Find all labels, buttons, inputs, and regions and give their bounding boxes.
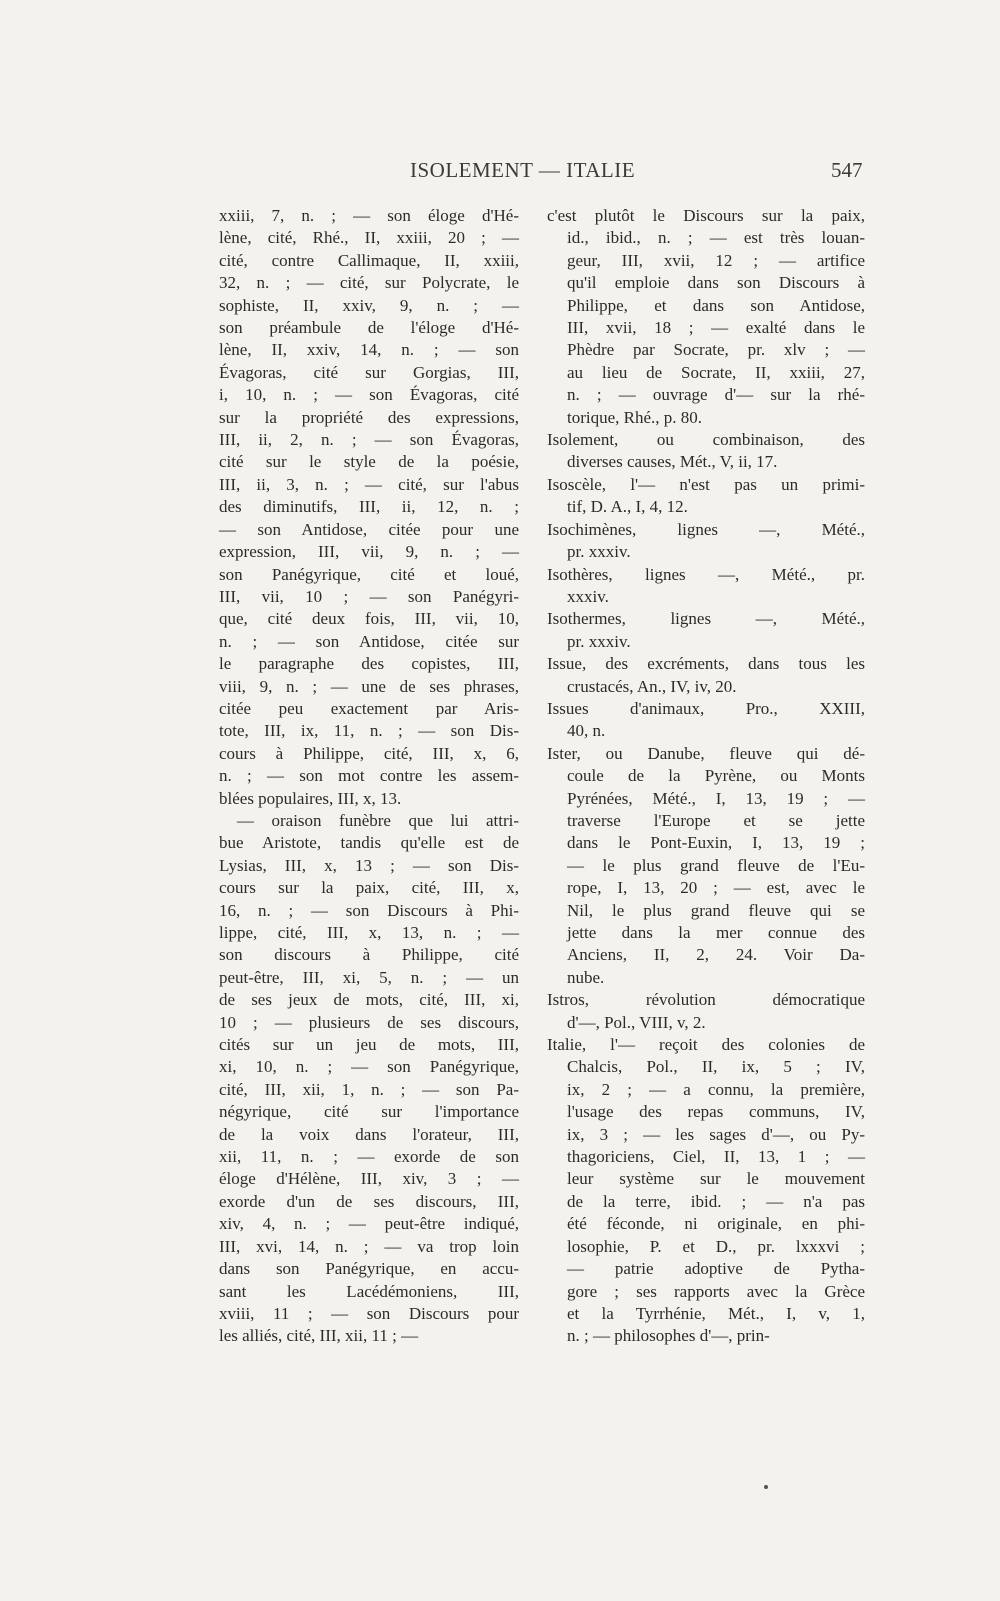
index-line: dans le Pont-Euxin, I, 13, 19 ; xyxy=(567,833,865,853)
index-line: au lieu de Socrate, II, xxiii, 27, xyxy=(567,362,865,382)
index-line: peut-être, III, xi, 5, n. ; — un xyxy=(219,967,519,987)
index-line: id., ibid., n. ; — est très louan- xyxy=(567,228,865,248)
index-line: pr. xxxiv. xyxy=(567,542,631,562)
index-line: exorde d'un de ses discours, III, xyxy=(219,1191,519,1211)
index-line: ix, 3 ; — les sages d'—, ou Py- xyxy=(567,1124,865,1144)
index-line: Istros, révolution démocratique xyxy=(547,990,865,1010)
index-line: — patrie adoptive de Pytha- xyxy=(567,1259,865,1279)
index-line: — le plus grand fleuve de l'Eu- xyxy=(567,855,865,875)
index-line: geur, III, xvii, 12 ; — artifice xyxy=(567,250,865,270)
index-line: viii, 9, n. ; — une de ses phrases, xyxy=(219,676,519,696)
index-line: Phèdre par Socrate, pr. xlv ; — xyxy=(567,340,865,360)
index-line: Philippe, et dans son Antidose, xyxy=(567,295,865,315)
index-line: et la Tyrrhénie, Mét., I, v, 1, xyxy=(567,1303,865,1323)
index-line: tote, III, ix, 11, n. ; — son Dis- xyxy=(219,721,519,741)
index-line: crustacés, An., IV, iv, 20. xyxy=(567,676,737,696)
index-line: les alliés, cité, III, xii, 11 ; — xyxy=(219,1326,419,1346)
index-line: bue Aristote, tandis qu'elle est de xyxy=(219,833,519,853)
index-line: Isothermes, lignes —, Mété., xyxy=(547,609,865,629)
index-line: nube. xyxy=(567,967,605,987)
index-line: traverse l'Europe et se jette xyxy=(567,810,865,830)
right-index-column xyxy=(547,205,865,1348)
index-line: n. ; — son mot contre les assem- xyxy=(219,766,519,786)
index-line: son discours à Philippe, cité xyxy=(219,945,519,965)
index-line: Issue, des excréments, dans tous les xyxy=(547,654,865,674)
index-line: III, ii, 3, n. ; — cité, sur l'abus xyxy=(219,474,519,494)
index-line: Italie, l'— reçoit des colonies de xyxy=(547,1035,865,1055)
index-line: — son Antidose, citée pour une xyxy=(219,519,519,539)
index-line: de ses jeux de mots, cité, III, xi, xyxy=(219,990,519,1010)
index-line: que, cité deux fois, III, vii, 10, xyxy=(219,609,519,629)
index-line: Isothères, lignes —, Mété., pr. xyxy=(547,564,865,584)
index-line: cours à Philippe, cité, III, x, 6, xyxy=(219,743,519,763)
index-line: son préambule de l'éloge d'Hé- xyxy=(219,318,519,338)
index-line: pr. xxxiv. xyxy=(567,631,631,651)
index-line: 40, n. xyxy=(567,721,606,741)
index-line: n. ; — ouvrage d'— sur la rhé- xyxy=(567,385,865,405)
index-line: i, 10, n. ; — son Évagoras, cité xyxy=(219,385,519,405)
index-line: Anciens, II, 2, 24. Voir Da- xyxy=(567,945,865,965)
index-line: xi, 10, n. ; — son Panégyrique, xyxy=(219,1057,519,1077)
index-line: n. ; — son Antidose, citée sur xyxy=(219,631,519,651)
index-line: torique, Rhé., p. 80. xyxy=(567,407,703,427)
index-line: lippe, cité, III, x, 13, n. ; — xyxy=(219,923,519,942)
index-line: négyrique, cité sur l'importance xyxy=(219,1102,519,1122)
index-line: xxiii, 7, n. ; — son éloge d'Hé- xyxy=(219,206,519,225)
index-line: 16, n. ; — son Discours à Phi- xyxy=(219,900,519,920)
index-line: citée peu exactement par Aris- xyxy=(219,698,519,718)
index-line: Issues d'animaux, Pro., XXIII, xyxy=(547,698,865,718)
index-line: III, vii, 10 ; — son Panégyri- xyxy=(219,586,519,606)
index-line: III, xvi, 14, n. ; — va trop loin xyxy=(219,1236,519,1256)
index-line: rope, I, 13, 20 ; — est, avec le xyxy=(567,878,865,898)
index-line: losophie, P. et D., pr. lxxxvi ; xyxy=(567,1236,865,1256)
index-line: diverses causes, Mét., V, ii, 17. xyxy=(567,452,778,472)
index-line: ix, 2 ; — a connu, la première, xyxy=(567,1079,865,1099)
index-line: des diminutifs, III, ii, 12, n. ; xyxy=(219,497,519,517)
index-line: Évagoras, cité sur Gorgias, III, xyxy=(219,362,519,382)
index-line: de la terre, ibid. ; — n'a pas xyxy=(567,1191,865,1211)
index-line: cités sur un jeu de mots, III, xyxy=(219,1035,519,1055)
index-line: Nil, le plus grand fleuve qui se xyxy=(567,900,865,920)
index-line: Isochimènes, lignes —, Mété., xyxy=(547,519,865,539)
index-line: coule de la Pyrène, ou Monts xyxy=(567,766,865,786)
index-line: blées populaires, III, x, 13. xyxy=(219,788,402,808)
index-line: lène, cité, Rhé., II, xxiii, 20 ; — xyxy=(219,228,519,248)
index-line: lène, II, xxiv, 14, n. ; — son xyxy=(219,340,519,360)
index-line: été féconde, ni originale, en phi- xyxy=(567,1214,865,1234)
index-line: III, ii, 2, n. ; — son Évagoras, xyxy=(219,430,519,450)
index-line: éloge d'Hélène, III, xiv, 3 ; — xyxy=(219,1169,519,1189)
index-line: xviii, 11 ; — son Discours pour xyxy=(219,1303,519,1323)
index-line: c'est plutôt le Discours sur la paix, xyxy=(547,206,865,225)
index-line: d'—, Pol., VIII, v, 2. xyxy=(567,1012,706,1032)
index-line: thagoriciens, Ciel, II, 13, 1 ; — xyxy=(567,1147,865,1167)
index-line: sophiste, II, xxiv, 9, n. ; — xyxy=(219,295,519,315)
index-line: l'usage des repas communs, IV, xyxy=(567,1102,865,1122)
index-line: xiv, 4, n. ; — peut-être indiqué, xyxy=(219,1214,519,1234)
index-line: sur la propriété des expressions, xyxy=(219,407,519,427)
index-line: cité sur le style de la poésie, xyxy=(219,452,519,472)
index-line: Pyrénées, Mété., I, 13, 19 ; — xyxy=(567,788,865,808)
index-line: — oraison funèbre que lui attri- xyxy=(237,810,519,830)
index-line: xxxiv. xyxy=(567,586,609,606)
left-index-column xyxy=(219,205,519,1348)
index-line: cité, contre Callimaque, II, xxiii, xyxy=(219,250,519,270)
index-line: qu'il emploie dans son Discours à xyxy=(567,273,865,293)
index-line: expression, III, vii, 9, n. ; — xyxy=(219,542,519,562)
page-header xyxy=(0,158,1000,188)
index-line: Isoscèle, l'— n'est pas un primi- xyxy=(547,474,865,494)
index-line: Chalcis, Pol., II, ix, 5 ; IV, xyxy=(567,1057,865,1077)
index-line: son Panégyrique, cité et loué, xyxy=(219,564,519,584)
index-line: dans son Panégyrique, en accu- xyxy=(219,1259,519,1279)
ink-smudge xyxy=(764,1485,768,1489)
index-line: sant les Lacédémoniens, III, xyxy=(219,1281,519,1301)
index-line: 32, n. ; — cité, sur Polycrate, le xyxy=(219,273,519,293)
index-line: xii, 11, n. ; — exorde de son xyxy=(219,1147,519,1167)
index-line: Lysias, III, x, 13 ; — son Dis- xyxy=(219,855,519,875)
index-line: gore ; ses rapports avec la Grèce xyxy=(567,1281,865,1301)
index-line: cité, III, xii, 1, n. ; — son Pa- xyxy=(219,1079,519,1099)
index-line: leur système sur le mouvement xyxy=(567,1169,865,1189)
index-line: tif, D. A., I, 4, 12. xyxy=(567,497,688,517)
index-line: III, xvii, 18 ; — exalté dans le xyxy=(567,318,865,338)
index-line: n. ; — philosophes d'—, prin- xyxy=(567,1326,770,1346)
page-number: 547 xyxy=(831,158,863,182)
index-line: Ister, ou Danube, fleuve qui dé- xyxy=(547,743,865,763)
index-line: 10 ; — plusieurs de ses discours, xyxy=(219,1012,519,1032)
index-line: Isolement, ou combinaison, des xyxy=(547,430,865,450)
running-title: ISOLEMENT — ITALIE xyxy=(410,158,636,182)
index-line: cours sur la paix, cité, III, x, xyxy=(219,878,519,898)
index-line: jette dans la mer connue des xyxy=(567,923,865,942)
index-line: le paragraphe des copistes, III, xyxy=(219,654,519,674)
index-line: de la voix dans l'orateur, III, xyxy=(219,1124,519,1144)
